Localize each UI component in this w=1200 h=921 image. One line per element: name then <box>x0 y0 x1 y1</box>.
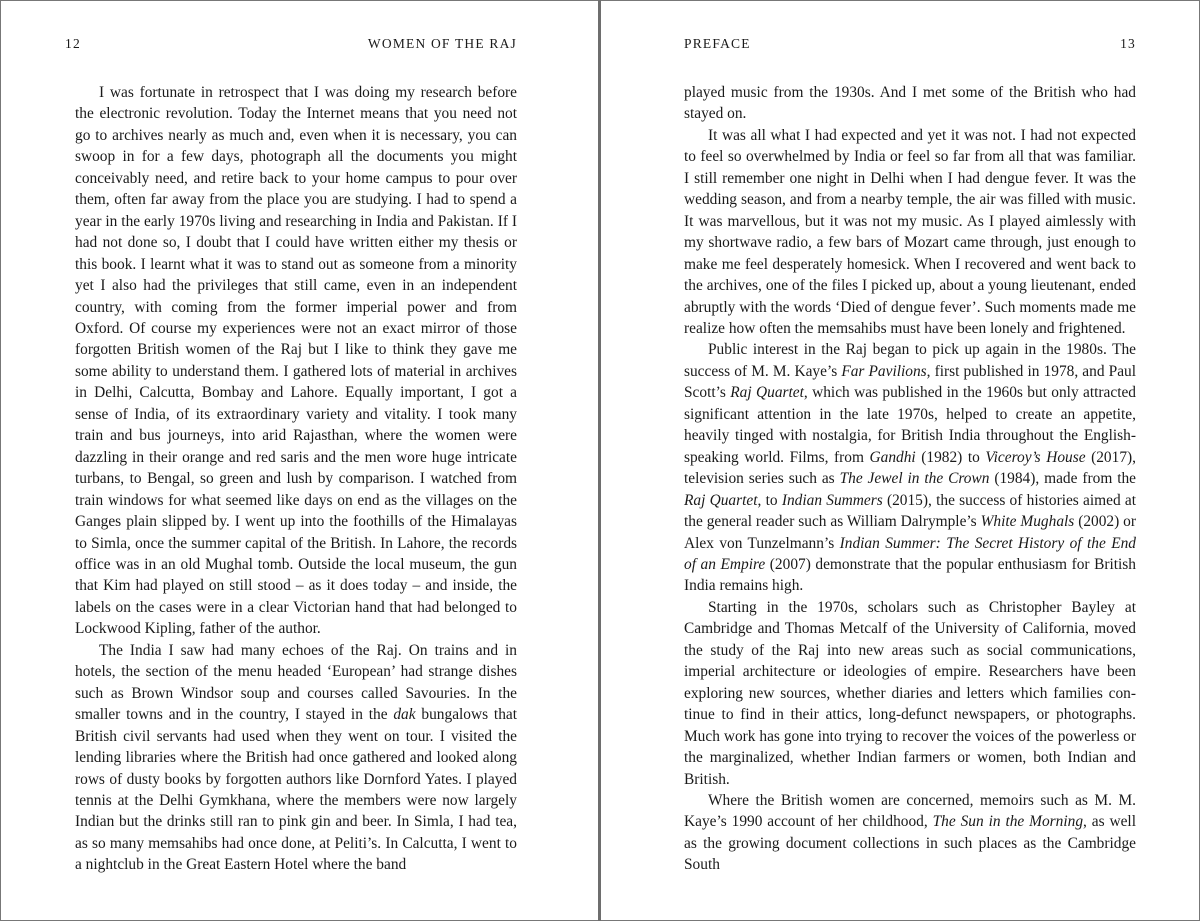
left-running-head <box>65 36 517 58</box>
paragraph: The India I saw had many echoes of the Raj. On trains and in hotels, the section of the menu headed ‘European’ had strange dishes such as Brown Windsor soup and courses called Savouries. In the smaller towns and in the country, I stayed in the dak bungalows that British civil servants had used when they went on tour. I visited the lending libraries where the British had once gathered and looked along rows of dusty books by forgotten authors like Dornford Yates. I played tennis at the Delhi Gymkhana, where the members were now largely Indian but the drinks still ran to pink gin and beer. In Simla, I had tea, as so many memsahibs had once done, at Peliti’s. In Calcutta, I went to a nightclub in the Great Eastern Hotel where the band <box>75 641 518 874</box>
italic-title: The Sun in the Morning <box>932 813 1084 831</box>
italic-title: Gandhi <box>869 448 916 466</box>
italic-title: Indian Summer: The Secret History of the End of an Empire <box>684 534 1136 573</box>
paragraph-continued: played music from the 1930s. And I met some of the British who had stayed on. <box>684 84 1136 123</box>
italic-title: White Mughals <box>980 513 1075 531</box>
italic-title: Far Pavilions <box>841 362 927 380</box>
page-number: 13 <box>1120 36 1136 51</box>
right-page-text <box>684 82 1136 876</box>
right-page <box>601 0 1199 921</box>
italic-title: The Jewel in the Crown <box>839 470 990 488</box>
italic-title: Raj Quartet <box>684 491 758 509</box>
italic-title: Indian Summers <box>781 491 883 509</box>
left-page <box>0 0 598 921</box>
italic-title: Viceroy’s House <box>985 448 1086 466</box>
page-number: 12 <box>65 36 81 51</box>
book-title-header: WOMEN OF THE RAJ <box>367 36 517 51</box>
paragraph: Where the British women are concerned, memoirs such as M. M. Kaye’s 1990 account of her childhood, The Sun in the Morning, as well as the growing document collections in such places as the Cambridge South <box>684 791 1136 874</box>
paragraph: It was all what I had expected and yet it was not. I had not expected to feel so overwhelmed by India or feel so far from all that was familiar. I still remember one night in Delhi when I had dengue fever. It was the wedding season, and from a nearby temple, the air was filled with music. It was marvellous, but it was not my music. As I played aimlessly with my shortwave radio, a few bars of Mozart came through, just enough to make me feel desperately homesick. When I recovered and went back to the archives, one of the files I picked up, about a young lieutenant, ended abruptly with the words ‘Died of dengue fever’. Such moments made me realize how often the memsahibs must have been lonely and frightened. <box>684 126 1136 337</box>
italic-title: dak <box>393 706 416 724</box>
paragraph: I was fortunate in retrospect that I was doing my research before the electronic revolution. Today the Internet means that you need not go to archives nearly as much and, even when it is necessary, you can swoop in for a few days, photograph all the documents you might conceivably need, and retire back to your home campus to pour over them, often far away from the place you are studying. I had to spend a year in the early 1970s living and researching in India and Pakistan. If I had not done so, I doubt that I could have written either my thesis or this book. I learnt what it was to stand out as someone from a minority yet I also had the privileges that still came, even in an independent country, with coming from the former imperial power and from Oxford. Of course my experiences were not an exact mirror of those forgotten British women of the Raj but I like to think they gave me some ability to understand them. I gathered lots of material in archives in Delhi, Calcutta, Bombay and Lahore. Equally important, I got a sense of India, of its extraordinary variety and vitality. I took many train and bus journeys, into arid Rajasthan, where the women were dazzling in their orange and red saris and the men wore huge intricate turbans, to Bengal, so green and lush by comparison. I watched from train windows for what seemed like days on end as the villages on the Ganges plain slipped by. I went up into the foothills of the Himalayas to Simla, once the summer capital of the British. In Lahore, the records office was in an old Mughal tomb. Outside the local museum, the gun that Kim had played on still stood – as it does today – and inside, the labels on the cases were in a clear Victorian hand that had belonged to Lockwood Kipling, father of the author. <box>75 84 517 638</box>
right-running-head <box>684 36 1136 58</box>
paragraph: Public interest in the Raj began to pick up again in the 1980s. The success of M. M. Kaye’s Far Pavilions, first published in 1978, and Paul Scott’s Raj Quartet, which was published in the 1960s but only attracted significant attention in the late 1970s, helped to create an appetite, heavily tinged with nostalgia, for British India throughout the English-speaking world. Films, from Gandhi (1982) to Viceroy’s House (2017), television series such as The Jewel in the Crown (1984), made from the Raj Quartet, to Indian Summers (2015), the success of histories aimed at the general reader such as William Dalrymple’s White Mughals (2002) or Alex von Tunzelmann’s Indian Summer: The Secret History of the End of an Empire (2007) demonstrate that the popular enthusiasm for British India remains high. <box>684 341 1137 595</box>
chapter-title-header: PREFACE <box>684 36 751 51</box>
italic-title: Raj Quartet <box>730 384 804 402</box>
left-page-text <box>75 82 517 876</box>
paragraph: Starting in the 1970s, scholars such as Christopher Bayley at Cambridge and Thomas Metcalf of the University of California, moved the study of the Raj into new areas such as social communications, imperial architecture or ideologies of empire. Researchers have been exploring new sources, whether diaries and letters which families continue to find in their attics, long-defunct newspapers, or photographs. Much work has gone into trying to recover the voices of the powerless or the marginalized, whether Indian farmers or women, both Indian and British. <box>684 598 1136 788</box>
